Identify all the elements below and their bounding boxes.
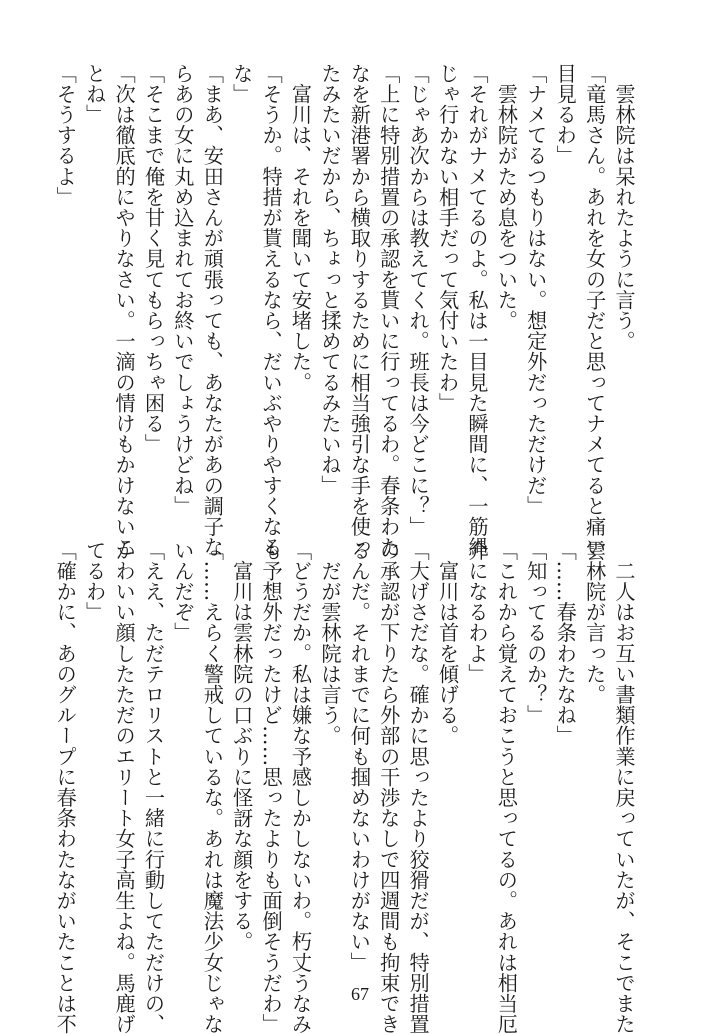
text-line: いんだぞ」	[170, 540, 195, 643]
text-line: 富川は、それを聞いて安堵した。	[288, 63, 313, 393]
text-line: 「そこまで俺を甘く見てもらっちゃ困る」	[141, 63, 166, 455]
text-line: 「まあ、安田さんが頑張っても、あなたがあの調子な	[200, 63, 225, 558]
text-line: 「そうか。特措が貰えるなら、だいぶやりやすくなる	[259, 63, 284, 558]
text-line: も予想外だったけど……思ったよりも面倒そうだわ」	[259, 540, 284, 1034]
text-line: だが雲林院は言う。	[317, 540, 342, 746]
text-line: 「竜馬さん。あれを女の子だと思ってナメてると痛い	[582, 63, 607, 558]
text-line: 「それがナメてるのよ。私は一目見た瞬間に、一筋縄	[464, 63, 489, 558]
text-line: 「ナメてるつもりはない。想定外だっただけだ」	[523, 63, 548, 517]
text-line: なを新港署から横取りするために相当強引な手を使っ	[347, 63, 372, 558]
text-line: 「……春条わたなね」	[553, 540, 578, 746]
text-line: 「次は徹底的にやりなさい。一滴の情けもかけないこ	[112, 63, 137, 558]
text-line: じゃ行かない相手だって気付いたわ」	[435, 63, 460, 414]
text-line: てるわ」	[82, 540, 107, 623]
text-line: 雲林院は呆れたように言う。	[612, 63, 636, 352]
text-line: 「そうするよ」	[53, 63, 78, 208]
text-line: 「知ってるのか？」	[523, 540, 548, 726]
text-line: とね」	[82, 63, 107, 125]
text-line: 「大げさだな。確かに思ったより狡猾だが、特別措置	[406, 540, 431, 1034]
text-line: 「……えらく警戒しているな。あれは魔法少女じゃな	[200, 540, 225, 1034]
text-line: 目見るわ」	[553, 63, 578, 166]
text-line: るんだ。それまでに何も掴めないわけがない」	[347, 540, 372, 973]
text-line: 二人はお互い書類作業に戻っていたが、そこでまた	[612, 540, 636, 1034]
text-line: 「確かに、あのグループに春条わたながいたことは不	[53, 540, 78, 1034]
text-line: 「ええ、ただテロリストと一緒に行動してただけの、	[141, 540, 166, 1034]
page-number: 67	[351, 984, 369, 1004]
text-line: 介になるわよ」	[464, 540, 489, 685]
text-line: な」	[229, 63, 254, 105]
text-line: 「どうだか。私は嫌な予感しかしないわ。朽丈うなみ	[288, 540, 313, 1034]
text-line: の承認が下りたら外部の干渉なしで四週間も拘束でき	[376, 540, 401, 1034]
text-line: かわいい顔したただのエリート女子高生よね。馬鹿げ	[112, 540, 137, 1034]
text-line: 富川は雲林院の口ぶりに怪訝な顔をする。	[229, 540, 254, 952]
text-line: 「これから覚えておこうと思ってるの。あれは相当厄	[494, 540, 519, 1034]
text-line: 雲林院が言った。	[582, 540, 607, 705]
text-line: 富川は首を傾げる。	[435, 540, 460, 746]
text-line: らあの女に丸め込まれてお終いでしょうけどね」	[170, 63, 195, 517]
text-line: たみたいだから、ちょっと揉めてるみたいね」	[317, 63, 342, 496]
text-line: 「上に特別措置の承認を貰いに行ってるわ。春条わた	[376, 63, 401, 558]
text-block-top	[53, 63, 638, 558]
text-line: 「じゃあ次からは教えてくれ。班長は今どこに？」	[406, 63, 431, 537]
text-line: 雲林院がため息をついた。	[494, 63, 519, 331]
